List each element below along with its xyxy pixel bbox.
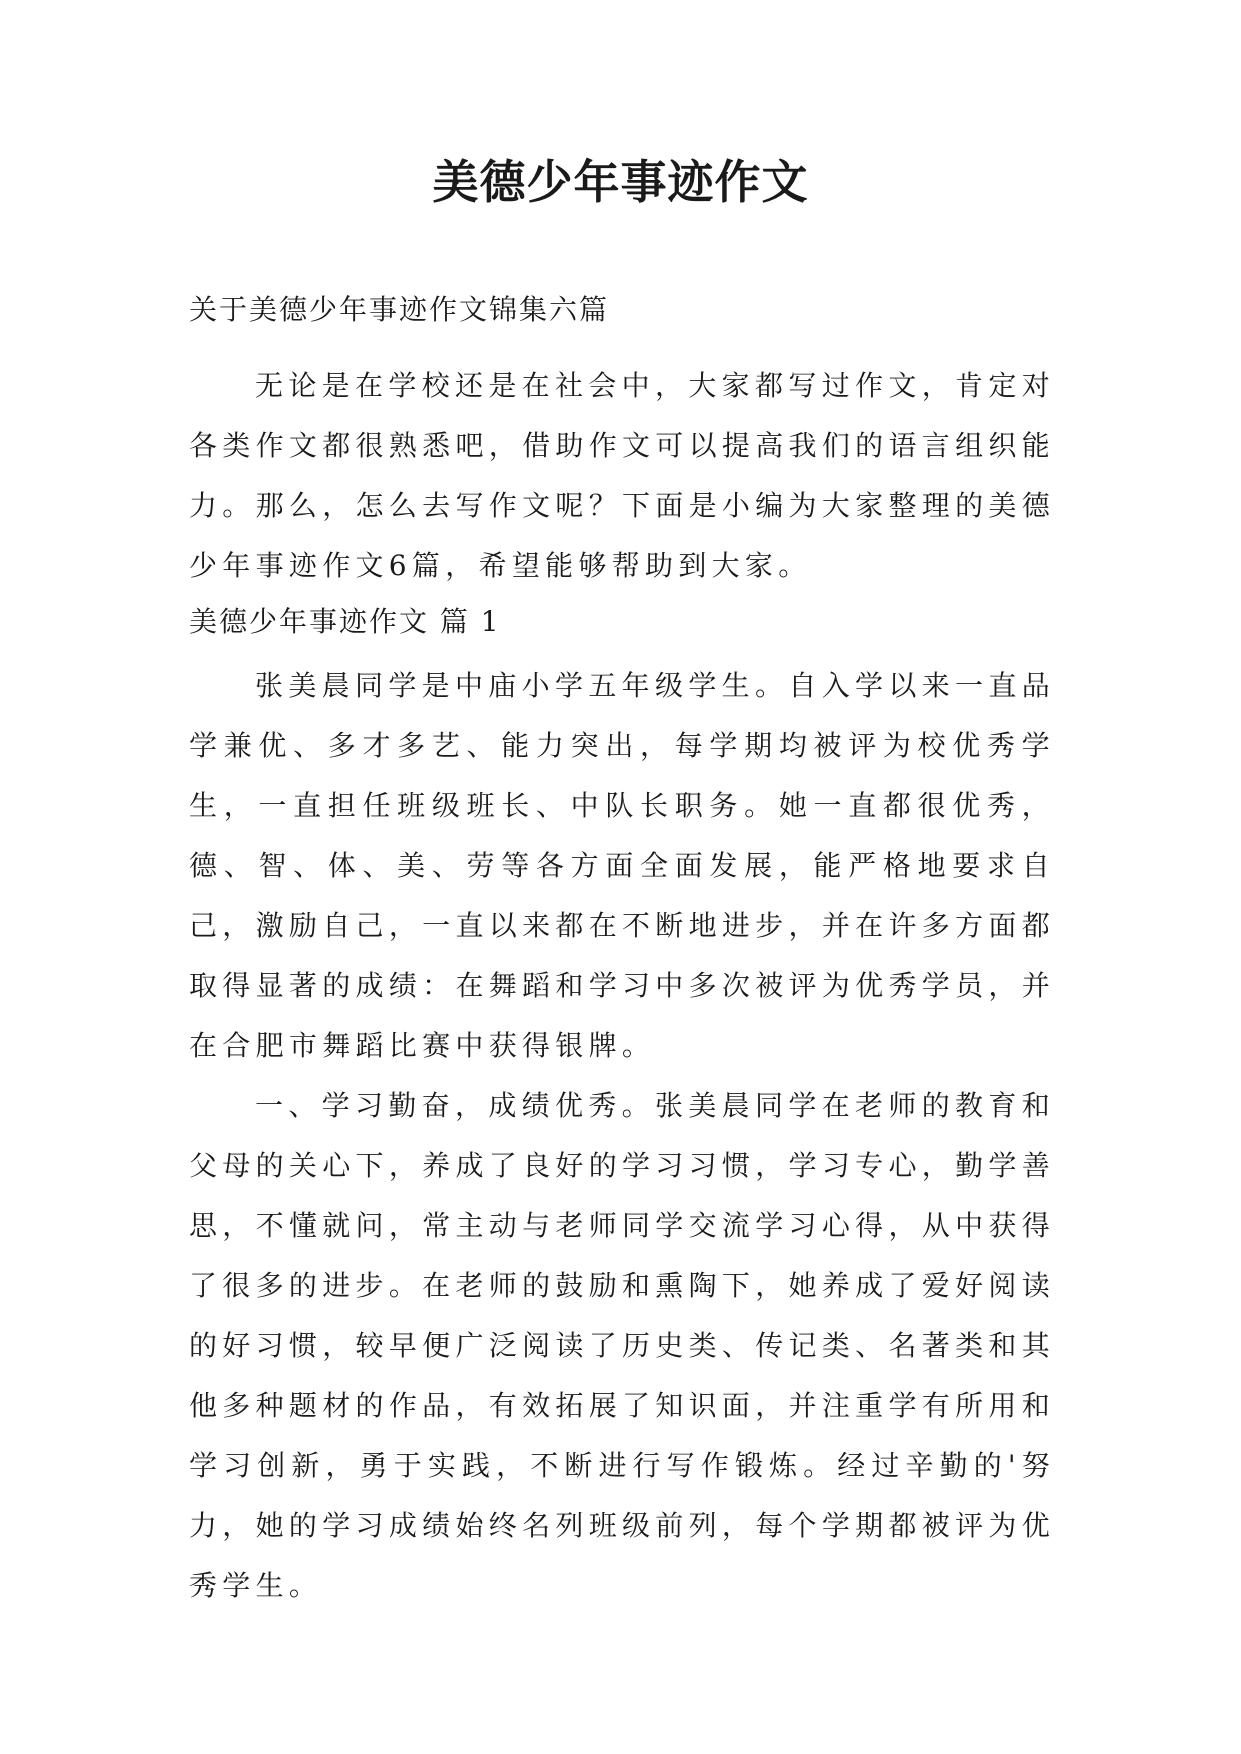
document-subtitle: 关于美德少年事迹作文锦集六篇: [189, 293, 610, 326]
intro-paragraph: 无论是在学校还是在社会中，大家都写过作文，肯定对各类作文都很熟悉吧，借助作文可以提高我们的语言组织能力。那么，怎么去写作文呢？下面是小编为大家整理的美德少年事迹作文6篇，希望能够帮助到大家。: [189, 369, 1055, 582]
document-title: 美德少年事迹作文: [432, 155, 809, 209]
section-heading: 美德少年事迹作文 篇 1: [189, 605, 501, 638]
document-body: [189, 292, 1055, 1616]
body-paragraph: 一、学习勤奋，成绩优秀。张美晨同学在老师的教育和父母的关心下，养成了良好的学习习惯，学习专心，勤学善思，不懂就问，常主动与老师同学交流学习心得，从中获得了很多的进步。在老师的鼓励和熏陶下，她养成了爱好阅读的好习惯，较早便广泛阅读了历史类、传记类、名著类和其他多种题材的作品，有效拓展了知识面，并注重学有所用和学习创新，勇于实践，不断进行写作锻炼。经过辛勤的'努力，她的学习成绩始终名列班级前列，每个学期都被评为优秀学生。: [189, 1089, 1055, 1602]
body-paragraph: 张美晨同学是中庙小学五年级学生。自入学以来一直品学兼优、多才多艺、能力突出，每学期均被评为校优秀学生，一直担任班级班长、中队长职务。她一直都很优秀，德、智、体、美、劳等各方面全面发展，能严格地要求自己，激励自己，一直以来都在不断地进步，并在许多方面都取得显著的成绩：在舞蹈和学习中多次被评为优秀学员，并在合肥市舞蹈比赛中获得银牌。: [189, 669, 1055, 1062]
